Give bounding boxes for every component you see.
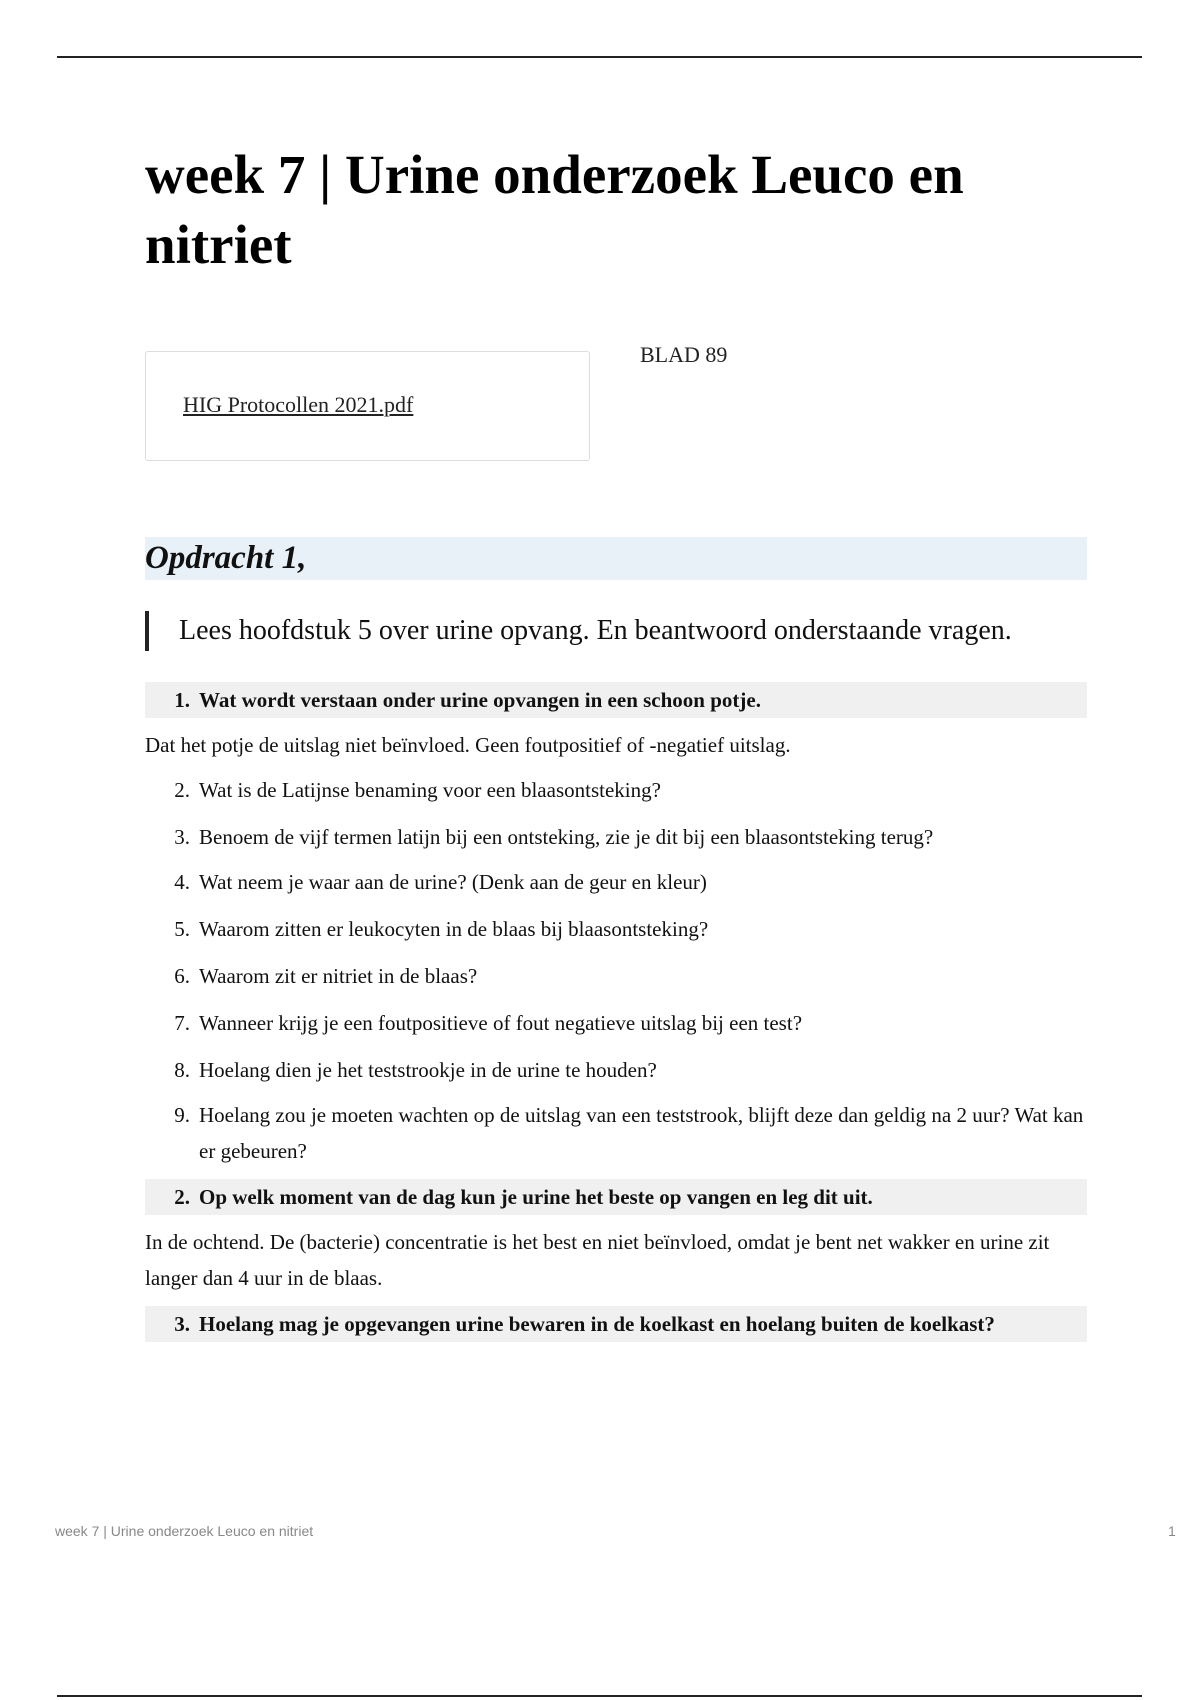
question-number: 6. <box>174 964 190 988</box>
instruction-quote: Lees hoofdstuk 5 over urine opvang. En beantwoord onderstaande vragen. <box>145 611 1087 651</box>
question-number: 2. <box>174 1185 190 1209</box>
question-text: Benoem de vijf termen latijn bij een ontsteking, zie je dit bij een blaasontsteking terug? <box>199 825 934 849</box>
file-attachment-link[interactable]: HIG Protocollen 2021.pdf <box>183 392 414 417</box>
section-heading: Opdracht 1, <box>145 537 1087 580</box>
question-number: 4. <box>174 870 190 894</box>
question-list <box>145 682 1087 1342</box>
attachment-row <box>145 342 1087 537</box>
bottom-rule <box>57 1695 1142 1697</box>
question-number: 9. <box>174 1103 190 1127</box>
answer-text: Dat het potje de uitslag niet beïnvloed. Geen foutpositief of -negatief uitslag. <box>145 733 791 757</box>
question-item <box>145 1179 1087 1215</box>
question-text: Op welk moment van de dag kun je urine het beste op vangen en leg dit uit. <box>199 1185 873 1209</box>
file-attachment-card[interactable] <box>145 351 590 461</box>
question-item <box>145 772 1087 808</box>
question-text: Hoelang mag je opgevangen urine bewaren in de koelkast en hoelang buiten de koelkast? <box>199 1312 995 1336</box>
question-text: Wat is de Latijnse benaming voor een blaasontsteking? <box>199 778 661 802</box>
page-title: week 7 | Urine onderzoek Leuco en nitriet <box>145 144 964 275</box>
question-item <box>145 1005 1087 1041</box>
question-text: Wat wordt verstaan onder urine opvangen in een schoon potje. <box>199 688 761 712</box>
question-number: 3. <box>174 1312 190 1336</box>
question-item <box>145 1097 1087 1169</box>
question-number: 3. <box>174 825 190 849</box>
question-item <box>145 682 1087 718</box>
question-item <box>145 958 1087 994</box>
question-item <box>145 864 1087 900</box>
question-number: 8. <box>174 1058 190 1082</box>
question-text: Hoelang zou je moeten wachten op de uitslag van een teststrook, blijft deze dan geldig na 2 uur? Wat kan er gebeuren? <box>199 1103 1084 1163</box>
question-item <box>145 911 1087 947</box>
question-text: Wat neem je waar aan de urine? (Denk aan de geur en kleur) <box>199 870 707 894</box>
question-text: Waarom zitten er leukocyten in de blaas bij blaasontsteking? <box>199 917 709 941</box>
question-text: Waarom zit er nitriet in de blaas? <box>199 964 478 988</box>
question-item <box>145 1306 1087 1342</box>
question-text: Wanneer krijg je een foutpositieve of fout negatieve uitslag bij een test? <box>199 1011 803 1035</box>
answer-text: In de ochtend. De (bacterie) concentratie is het best en niet beïnvloed, omdat je bent net wakker en urine zit langer dan 4 uur in de blaas. <box>145 1230 1050 1290</box>
question-number: 1. <box>174 688 190 712</box>
page-content <box>145 140 1087 1342</box>
top-rule <box>57 56 1142 58</box>
question-item <box>145 819 1087 855</box>
page-reference: BLAD 89 <box>640 342 728 367</box>
question-item <box>145 1052 1087 1088</box>
footer-page-number: 1 <box>1168 1523 1176 1539</box>
footer-title: week 7 | Urine onderzoek Leuco en nitriet <box>55 1523 314 1539</box>
question-text: Hoelang dien je het teststrookje in de urine te houden? <box>199 1058 657 1082</box>
question-number: 2. <box>174 778 190 802</box>
question-number: 5. <box>174 917 190 941</box>
question-number: 7. <box>174 1011 190 1035</box>
